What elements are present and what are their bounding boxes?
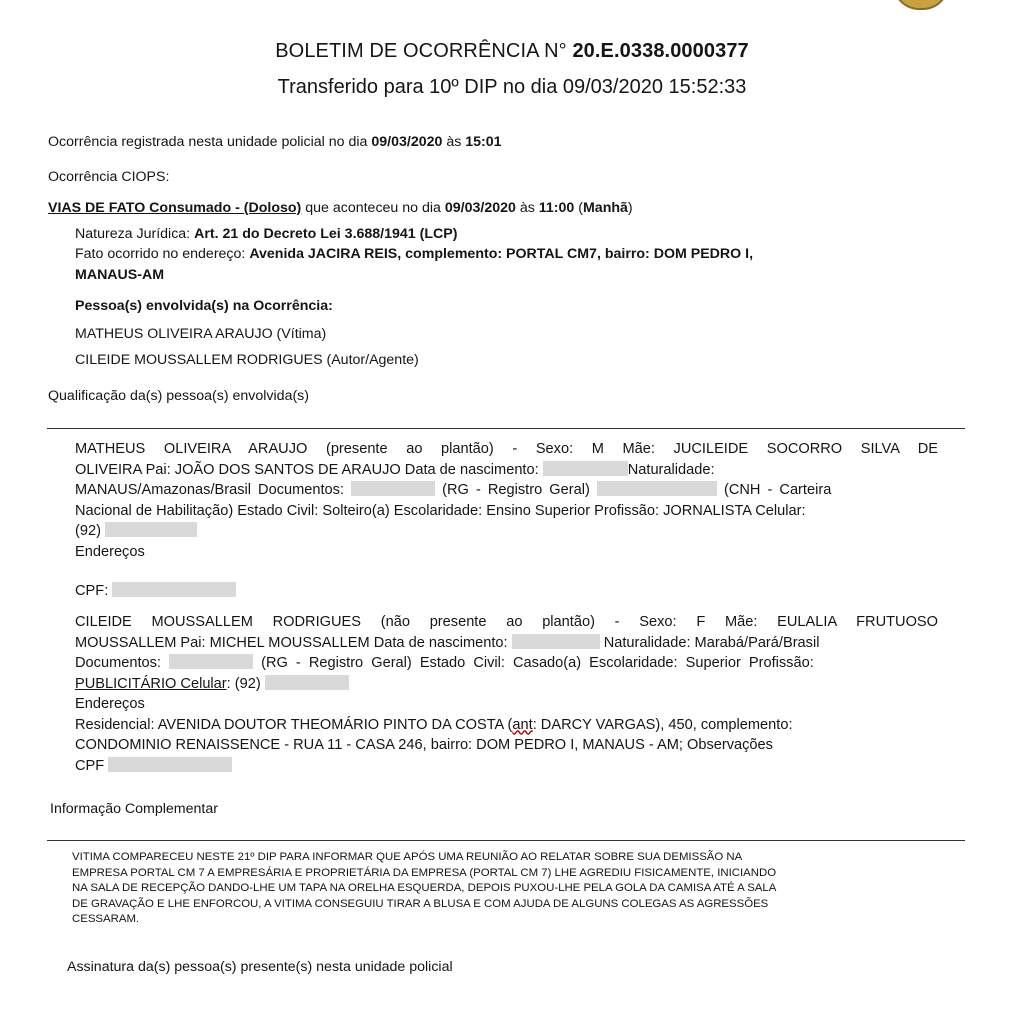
report-title — [0, 40, 1024, 63]
vitima-docs-label: MANAUS/Amazonas/Brasil Documentos: — [75, 482, 345, 498]
redacted-rg — [351, 481, 435, 496]
vitima-line-3 — [75, 480, 938, 501]
redacted-phone — [105, 522, 197, 537]
autor-docs-label: Documentos: — [75, 655, 161, 671]
autor-block — [75, 612, 938, 776]
fato-period-close: ) — [627, 200, 633, 216]
autor-naturalidade: Naturalidade: Marabá/Pará/Brasil — [603, 634, 820, 651]
vitima-cpf — [75, 581, 938, 602]
registro-time: 15:01 — [465, 134, 502, 150]
vitima-phone-prefix: (92) — [75, 523, 101, 539]
autor-line-3 — [75, 653, 938, 674]
fato-time: 11:00 — [538, 200, 575, 216]
autor-cpf — [75, 756, 938, 777]
fato-period-open: ( — [578, 200, 583, 216]
vitima-line-4: Nacional de Habilitação) Estado Civil: Solteiro(a) Escolaridade: Ensino Superior Profissão: JORNALISTA Celular: — [75, 502, 806, 519]
assinatura-label: Assinatura da(s) pessoa(s) presente(s) nesta unidade policial — [67, 959, 453, 975]
fato-period: Manhã — [582, 200, 628, 216]
autor-res-a: Residencial: AVENIDA DOUTOR THEOMÁRIO PINTO DA COSTA ( — [75, 716, 513, 733]
natureza-value: Art. 21 do Decreto Lei 3.688/1941 (LCP) — [194, 226, 458, 242]
complementar-line: NA SALA DE RECEPÇÃO DANDO-LHE UM TAPA NA ORELHA ESQUERDA, DEPOIS PUXOU-LHE PELA GOLA DA CAMISA ATÉ A SALA — [72, 882, 777, 894]
complementar-line: DE GRAVAÇÃO E LHE ENFORCOU, A VITIMA CONSEGUIU TIRAR A BLUSA E COM AJUDA DE ALGUNS COLEGAS AS AGRESSÕES — [72, 897, 769, 910]
complementar-text — [72, 850, 932, 928]
autor-residencial-2: CONDOMINIO RENAISSENCE - RUA 11 - CASA 246, bairro: DOM PEDRO I, MANAUS - AM; Observações — [75, 737, 773, 753]
fato-line — [48, 199, 633, 218]
vitima-line-2 — [75, 460, 938, 481]
registro-date: 09/03/2020 — [371, 134, 443, 150]
redacted-cnh — [597, 481, 717, 496]
autor-line-4 — [75, 674, 938, 695]
divider — [47, 840, 965, 841]
redacted-cpf — [108, 757, 232, 772]
pessoas-heading: Pessoa(s) envolvida(s) na Ocorrência: — [75, 298, 333, 314]
autor-profissao: PUBLICITÁRIO Celular — [75, 675, 227, 692]
report-title-prefix: BOLETIM DE OCORRÊNCIA N° — [275, 40, 567, 62]
fato-title: VIAS DE FATO Consumado - (Doloso) — [48, 200, 302, 216]
vitima-enderecos: Endereços — [75, 543, 145, 560]
transfer-line: Transferido para 10º DIP no dia 09/03/2020 15:52:33 — [277, 76, 747, 98]
vitima-line-5 — [75, 521, 938, 542]
redacted-rg — [169, 654, 253, 669]
redacted-cpf — [112, 582, 236, 597]
info-complementar-label: Informação Complementar — [50, 801, 218, 817]
vitima-block — [75, 439, 938, 602]
fato-date: 09/03/2020 — [444, 200, 516, 216]
autor-nasc-label: MOUSSALLEM Pai: MICHEL MOUSSALLEM Data de nascimento: — [75, 634, 508, 651]
vitima-rg-label: (RG - Registro Geral) — [442, 482, 590, 498]
vitima-cnh-label: (CNH - Carteira — [723, 482, 832, 498]
autor-residencial — [75, 715, 938, 736]
registro-mid: às — [446, 134, 462, 150]
divider — [47, 428, 965, 429]
fato-as: às — [519, 200, 535, 216]
pessoa-item: MATHEUS OLIVEIRA ARAUJO (Vítima) — [75, 326, 327, 342]
autor-cpf-label: CPF — [75, 757, 105, 774]
redacted-phone — [265, 675, 349, 690]
registro-prefix: Ocorrência registrada nesta unidade policial no dia — [48, 134, 368, 150]
autor-res-b: : DARCY VARGAS), 450, complemento: — [532, 716, 793, 733]
autor-res-ant: ant — [512, 716, 533, 733]
pessoa-item: CILEIDE MOUSSALLEM RODRIGUES (Autor/Agente) — [75, 352, 419, 368]
ciops-label: Ocorrência CIOPS: — [48, 169, 170, 185]
natureza-label: Natureza Jurídica: — [75, 226, 191, 242]
report-number: 20.E.0338.0000377 — [572, 40, 749, 62]
autor-line-1: CILEIDE MOUSSALLEM RODRIGUES (não presente ao plantão) - Sexo: F Mãe: EULALIA FRUTUOSO — [75, 614, 938, 630]
autor-phone-prefix: : (92) — [226, 675, 261, 692]
fato-mid: que aconteceu no dia — [305, 200, 441, 216]
complementar-line: EMPRESA PORTAL CM 7 A EMPRESÁRIA E PROPRIETÁRIA DA EMPRESA (PORTAL CM 7) LHE AGREDIU FISICAMENTE, INICIANDO — [72, 866, 777, 879]
redacted-birthdate — [512, 634, 600, 649]
endereco-value-1: Avenida JACIRA REIS, complemento: PORTAL CM7, bairro: DOM PEDRO I, — [249, 246, 754, 262]
redacted-birthdate — [543, 461, 628, 476]
vitima-nasc-label: OLIVEIRA Pai: JOÃO DOS SANTOS DE ARAUJO Data de nascimento: — [75, 461, 539, 478]
endereco-line-2: MANAUS-AM — [75, 267, 165, 283]
vitima-line-1: MATHEUS OLIVEIRA ARAUJO (presente ao plantão) - Sexo: M Mãe: JUCILEIDE SOCORRO SILVA DE — [75, 441, 938, 457]
qualificacao-label: Qualificação da(s) pessoa(s) envolvida(s) — [48, 388, 310, 404]
police-badge-icon — [893, 0, 949, 10]
vitima-cpf-label: CPF: — [75, 583, 109, 599]
endereco-label: Fato ocorrido no endereço: — [75, 246, 246, 262]
natureza-line — [75, 225, 457, 244]
complementar-line: CESSARAM. — [72, 913, 140, 925]
vitima-naturalidade-label: Naturalidade: — [627, 461, 715, 478]
autor-rg-civil: (RG - Registro Geral) Estado Civil: Casado(a) Escolaridade: Superior Profissão: — [261, 655, 814, 671]
endereco-line-1 — [75, 245, 753, 264]
autor-line-2 — [75, 633, 938, 654]
autor-enderecos: Endereços — [75, 696, 145, 712]
registro-line — [48, 133, 502, 152]
complementar-line: VITIMA COMPARECEU NESTE 21º DIP PARA INFORMAR QUE APÓS UMA REUNIÃO AO RELATAR SOBRE SUA DEMISSÃO NA — [72, 851, 743, 863]
